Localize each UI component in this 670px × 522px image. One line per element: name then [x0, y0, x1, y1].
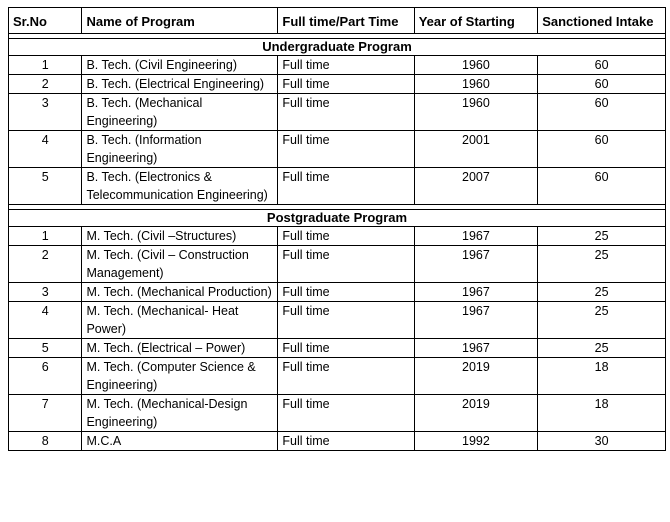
header-program-name: Name of Program — [82, 8, 278, 34]
table-row — [9, 94, 666, 131]
cell-year: 1967 — [414, 302, 538, 339]
cell-program-name: M. Tech. (Electrical – Power) — [82, 339, 278, 358]
cell-program-name: B. Tech. (Electrical Engineering) — [82, 75, 278, 94]
cell-intake: 18 — [538, 395, 666, 432]
cell-sr-no: 8 — [9, 432, 82, 451]
cell-year: 1960 — [414, 94, 538, 131]
cell-program-name: B. Tech. (Civil Engineering) — [82, 56, 278, 75]
table-row — [9, 131, 666, 168]
undergraduate-rows — [9, 56, 666, 205]
cell-program-name: B. Tech. (Electronics & Telecommunication Engineering) — [82, 168, 278, 205]
cell-program-name: M. Tech. (Civil –Structures) — [82, 227, 278, 246]
cell-intake: 25 — [538, 339, 666, 358]
cell-year: 1960 — [414, 56, 538, 75]
table-row — [9, 358, 666, 395]
cell-mode: Full time — [278, 302, 414, 339]
cell-mode: Full time — [278, 358, 414, 395]
cell-sr-no: 5 — [9, 168, 82, 205]
cell-year: 1967 — [414, 283, 538, 302]
cell-intake: 25 — [538, 227, 666, 246]
cell-year: 1967 — [414, 227, 538, 246]
programs-table — [8, 7, 666, 451]
cell-sr-no: 1 — [9, 227, 82, 246]
cell-intake: 60 — [538, 75, 666, 94]
header-mode: Full time/Part Time — [278, 8, 414, 34]
cell-mode: Full time — [278, 395, 414, 432]
postgraduate-heading: Postgraduate Program — [9, 210, 666, 227]
cell-mode: Full time — [278, 75, 414, 94]
cell-year: 1960 — [414, 75, 538, 94]
cell-intake: 60 — [538, 56, 666, 75]
cell-year: 2001 — [414, 131, 538, 168]
cell-mode: Full time — [278, 283, 414, 302]
section-heading-row — [9, 210, 666, 227]
cell-program-name: M. Tech. (Mechanical- Heat Power) — [82, 302, 278, 339]
cell-mode: Full time — [278, 168, 414, 205]
table-row — [9, 227, 666, 246]
cell-year: 1967 — [414, 246, 538, 283]
cell-mode: Full time — [278, 94, 414, 131]
cell-intake: 25 — [538, 246, 666, 283]
cell-sr-no: 7 — [9, 395, 82, 432]
cell-mode: Full time — [278, 246, 414, 283]
table-row — [9, 75, 666, 94]
table-row — [9, 432, 666, 451]
table-row — [9, 246, 666, 283]
cell-sr-no: 2 — [9, 246, 82, 283]
cell-intake: 18 — [538, 358, 666, 395]
cell-program-name: M.C.A — [82, 432, 278, 451]
cell-year: 1967 — [414, 339, 538, 358]
table-row — [9, 283, 666, 302]
cell-sr-no: 1 — [9, 56, 82, 75]
cell-mode: Full time — [278, 339, 414, 358]
cell-sr-no: 5 — [9, 339, 82, 358]
cell-intake: 60 — [538, 131, 666, 168]
cell-intake: 25 — [538, 302, 666, 339]
cell-sr-no: 2 — [9, 75, 82, 94]
cell-program-name: B. Tech. (Mechanical Engineering) — [82, 94, 278, 131]
cell-sr-no: 4 — [9, 131, 82, 168]
postgraduate-rows — [9, 227, 666, 451]
cell-sr-no: 3 — [9, 283, 82, 302]
cell-mode: Full time — [278, 432, 414, 451]
cell-year: 2007 — [414, 168, 538, 205]
cell-program-name: M. Tech. (Mechanical-Design Engineering) — [82, 395, 278, 432]
undergraduate-heading: Undergraduate Program — [9, 39, 666, 56]
table-header-row — [9, 8, 666, 34]
cell-sr-no: 4 — [9, 302, 82, 339]
table-row — [9, 339, 666, 358]
table-row — [9, 168, 666, 205]
header-sr-no: Sr.No — [9, 8, 82, 34]
cell-mode: Full time — [278, 56, 414, 75]
cell-year: 1992 — [414, 432, 538, 451]
cell-program-name: B. Tech. (Information Engineering) — [82, 131, 278, 168]
cell-year: 2019 — [414, 395, 538, 432]
cell-intake: 60 — [538, 168, 666, 205]
section-heading-row — [9, 39, 666, 56]
cell-program-name: M. Tech. (Civil – Construction Management) — [82, 246, 278, 283]
table-row — [9, 302, 666, 339]
cell-program-name: M. Tech. (Mechanical Production) — [82, 283, 278, 302]
table-row — [9, 56, 666, 75]
table-row — [9, 395, 666, 432]
header-year: Year of Starting — [414, 8, 538, 34]
header-intake: Sanctioned Intake — [538, 8, 666, 34]
cell-program-name: M. Tech. (Computer Science & Engineering) — [82, 358, 278, 395]
cell-year: 2019 — [414, 358, 538, 395]
cell-mode: Full time — [278, 131, 414, 168]
cell-intake: 60 — [538, 94, 666, 131]
cell-intake: 25 — [538, 283, 666, 302]
cell-intake: 30 — [538, 432, 666, 451]
cell-sr-no: 6 — [9, 358, 82, 395]
cell-sr-no: 3 — [9, 94, 82, 131]
cell-mode: Full time — [278, 227, 414, 246]
